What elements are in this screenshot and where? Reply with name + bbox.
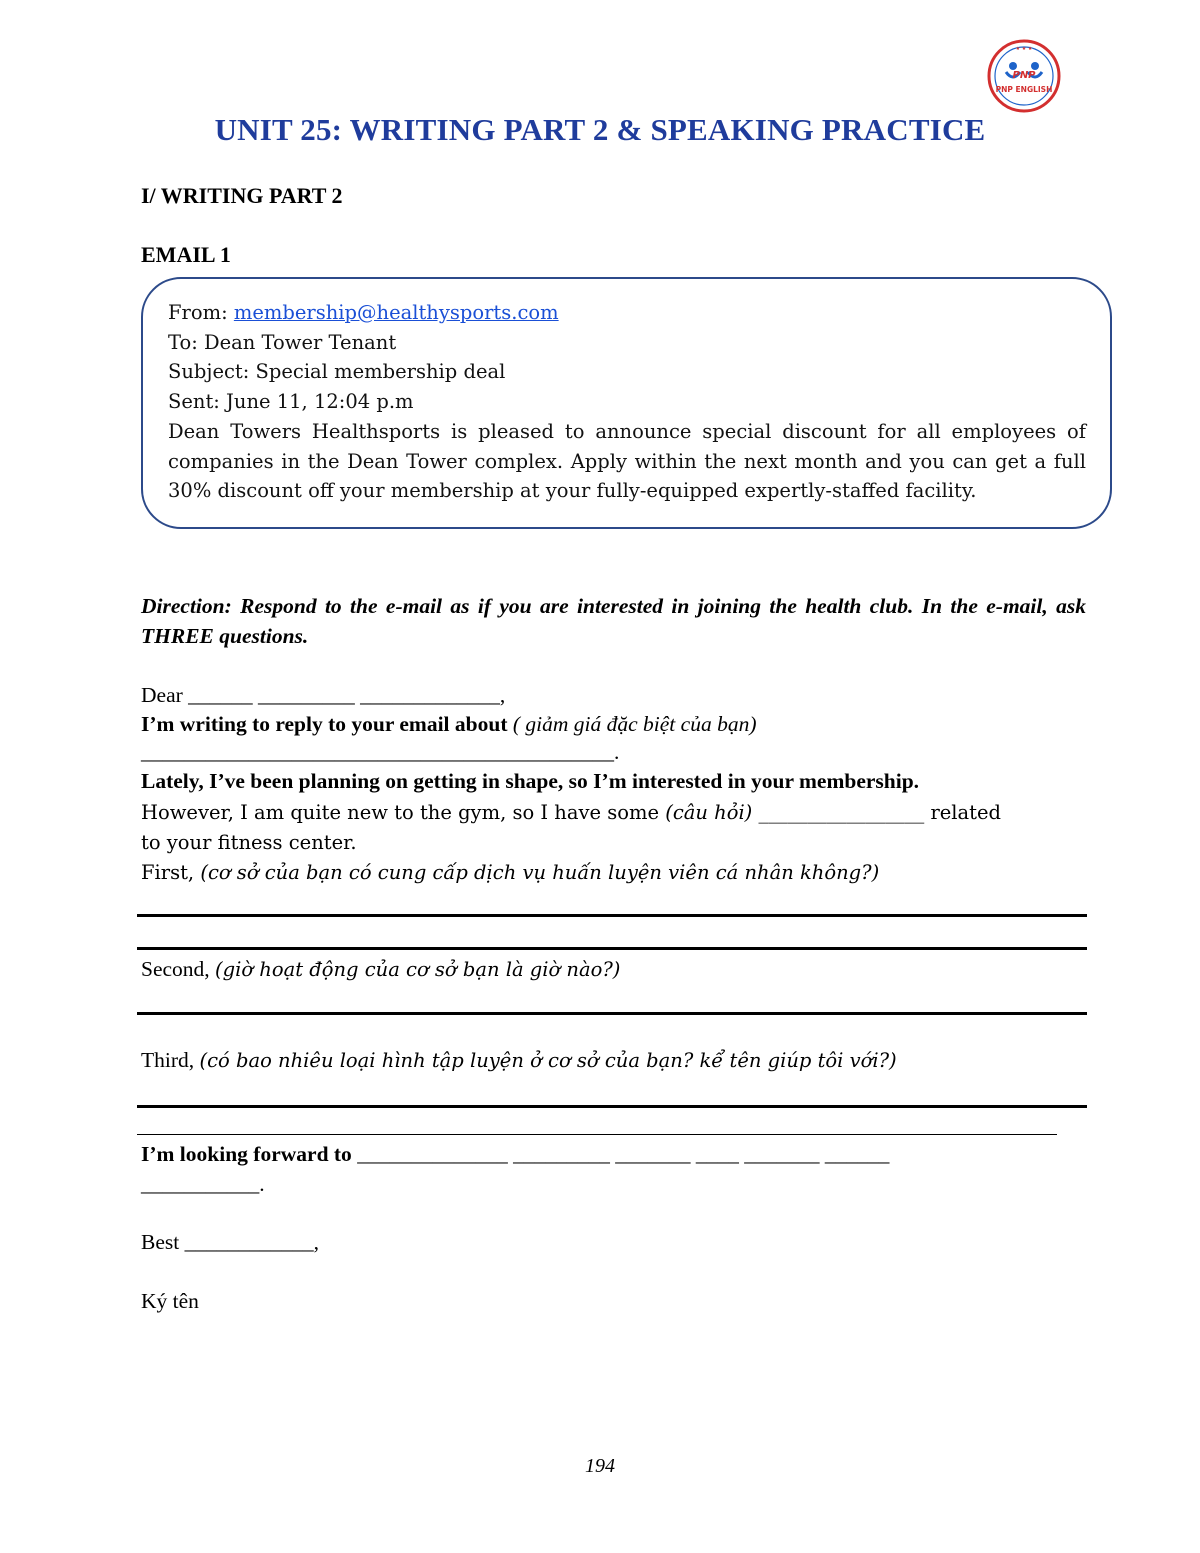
logo-text: PNP ENGLISH	[995, 85, 1053, 94]
however-hint: (câu hỏi)	[665, 801, 753, 824]
letter-dear: Dear ______ _________ _____________,	[141, 683, 506, 707]
however-end: to your fitness center.	[141, 831, 357, 854]
letter-first	[141, 858, 1086, 888]
email-subject: Subject: Special membership deal	[168, 360, 506, 384]
letter-third	[141, 1046, 1086, 1076]
email-body: Dean Towers Healthsports is pleased to announce special discount for all employees of companies in the Dean Tower complex. Apply within the next month and you can get a full 30% discount off your membership at your fully-equipped expertly-staffed facility.	[168, 419, 1086, 503]
section-heading: I/ WRITING PART 2	[141, 183, 343, 208]
letter-second	[141, 955, 1086, 985]
pnp-english-logo	[986, 38, 1062, 114]
forward-blank-2: ___________.	[141, 1172, 265, 1196]
reply-text: I’m writing to reply to your email about	[141, 712, 508, 736]
letter-lately: Lately, I’ve been planning on getting in shape, so I’m interested in your membership.	[141, 769, 920, 793]
letter-however	[141, 798, 1086, 828]
answer-line-3[interactable]	[137, 1012, 1087, 1015]
third-hint: (có bao nhiêu loại hình tập luyện ở cơ sở của bạn? kể tên giúp tôi với?)	[199, 1049, 897, 1072]
email-from-link[interactable]: membership@healthysports.com	[233, 301, 559, 324]
email-from	[168, 298, 1086, 328]
answer-line-5[interactable]	[137, 1134, 1057, 1135]
letter-sign: Ký tên	[141, 1289, 199, 1313]
however-text: However, I am quite new to the gym, so I have some	[141, 801, 660, 824]
email-heading: EMAIL 1	[141, 242, 231, 267]
letter-reply	[141, 710, 1086, 740]
answer-line-4[interactable]	[137, 1105, 1087, 1108]
reply-hint: ( giảm giá đặc biệt của bạn)	[512, 712, 757, 736]
first-hint: (cơ sở của bạn có cung cấp dịch vụ huấn luyện viên cá nhân không?)	[200, 861, 880, 884]
email-from-label: From:	[168, 301, 228, 324]
page-number: 194	[585, 1455, 615, 1477]
answer-line-1[interactable]	[137, 914, 1087, 917]
page-title: UNIT 25: WRITING PART 2 & SPEAKING PRACTICE	[214, 112, 986, 147]
answer-line-2[interactable]	[137, 947, 1087, 950]
logo-mark: PNP	[1012, 70, 1036, 81]
forward-text: I’m looking forward to	[141, 1142, 352, 1166]
letter-forward	[141, 1140, 1086, 1170]
reply-blank: ____________________________________________.	[141, 740, 620, 764]
email-to: To: Dean Tower Tenant	[168, 330, 397, 354]
email-sent: Sent: June 11, 12:04 p.m	[168, 390, 414, 414]
first-label: First,	[141, 861, 195, 884]
email-content	[168, 298, 1086, 506]
letter-best: Best ____________,	[141, 1230, 319, 1254]
forward-blank: ______________ _________ _______ ____ _______ ______	[357, 1142, 890, 1166]
however-blank: _________________ related	[758, 801, 1002, 824]
second-label: Second,	[141, 957, 210, 981]
third-label: Third,	[141, 1048, 195, 1072]
second-hint: (giờ hoạt động của cơ sở bạn là giờ nào?)	[215, 958, 621, 981]
direction-text: Direction: Respond to the e-mail as if you are interested in joining the health club. In the e-mail, ask THREE questions.	[141, 594, 1086, 648]
svg-text:★ ★ ★: ★ ★ ★	[1015, 46, 1033, 52]
